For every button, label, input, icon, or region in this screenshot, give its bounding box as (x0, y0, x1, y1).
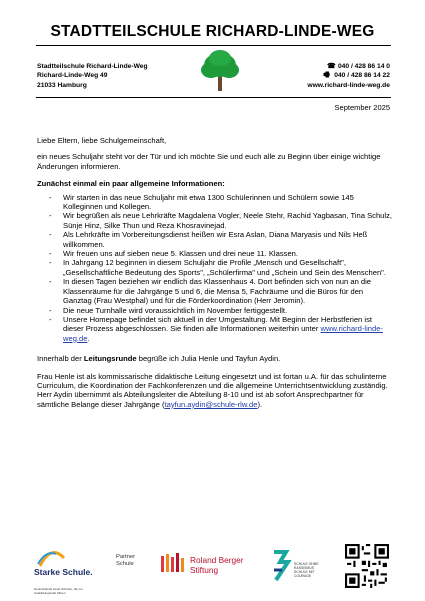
school-address (37, 62, 148, 90)
header-divider-bottom (36, 97, 391, 98)
starke-schule-logo (34, 548, 98, 595)
phone-number: 040 / 428 86 14 0 (337, 63, 390, 70)
list-item: - Wir starten in das neue Schuljahr mit etwa 1300 Schülerinnen und Schülern sowie 145 Kolleginnen und Kollegen. (37, 193, 392, 212)
roland-berger-text: Roland Berger Stiftung (190, 555, 244, 575)
starke-schule-text: Starke Schule. (34, 567, 93, 577)
tree-logo (197, 48, 243, 94)
aydin-paragraph: Herr Aydin übernimmt als Abteilungsleiter die Abteilung 8-10 und ist ab sofort Ansprechpartner für sämtliche Belange dieser Jahrgänge (tayfun.aydin@schule-rlw.de). (37, 390, 364, 409)
list-item-homepage: - Unsere Homepage befindet sich aktuell in der Umgestaltung. Mit Beginn der Herbstferien ist dieser Prozess abgeschlossen. Sie finden alle Informationen weiterhin unter www.richard-linde-weg.de. (37, 315, 392, 343)
sas-icon (272, 550, 292, 584)
list-item: - In Jahrgang 12 beginnen in diesem Schuljahr die Profile „Mensch und Gesellschaft", „Gesellschaftliche Bedeutung des Sports", „Schülerfirma" und „Schein und Sein des Menschen". (37, 258, 392, 277)
list-item: - Die neue Turnhalle wird voraussichtlich im November fertiggestellt. (37, 306, 392, 315)
phone-line (307, 62, 390, 71)
leadership-paragraph: Innerhalb der Leitungsrunde begrüße ich Julia Henle und Tayfun Aydin. (37, 354, 281, 364)
phone-icon: ☎ (326, 63, 336, 70)
address-street: Richard-Linde-Weg 49 (37, 72, 108, 80)
qr-code[interactable] (345, 544, 389, 588)
homepage-link[interactable]: www.richard-linde-weg.de (63, 324, 383, 343)
greeting: Liebe Eltern, liebe Schulgemeinschaft, (37, 136, 167, 145)
roland-berger-icon (160, 552, 188, 576)
info-subheading: Zunächst einmal ein paar allgemeine Informationen: (37, 179, 225, 189)
info-list (37, 193, 392, 344)
website-link[interactable]: www.richard-linde-weg.de (307, 81, 390, 89)
address-city: 21033 Hamburg (37, 81, 87, 89)
footer-logos (0, 536, 425, 598)
starke-schule-icon (36, 548, 66, 568)
email-link[interactable]: tayfun.aydin@schule-rlw.de (164, 399, 258, 409)
roland-berger-logo (160, 552, 252, 578)
sas-logo (272, 548, 332, 588)
list-item: - Wir begrüßen als neue Lehrkräfte Magdalena Vogler, Neele Stehr, Rachid Yagbasan, Tina Schulz, Sünje Hinz, Silke Thun und Reza Khosravinejad. (37, 211, 392, 230)
address-name: Stadtteilschule Richard-Linde-Weg (37, 63, 148, 70)
fax-icon: 🖷 (323, 72, 330, 80)
partner-schule-label: Partner Schule (116, 554, 136, 567)
letter-date: September 2025 (334, 103, 390, 112)
henle-paragraph: Frau Henle ist als kommissarische didaktische Leitung eingesetzt und ist fortan u.A. für das schulinterne Curriculum, die Koordination der Fachkonferenzen und die allgemeine Unterrichtsentwicklung zuständig. (37, 371, 388, 390)
list-item: - Als Lehrkräfte im Vorbereitungsdienst heißen wir Esra Aslan, Diana Maryasis und Nils Heß willkommen. (37, 230, 392, 249)
contact-info (307, 62, 390, 90)
fax-number: 040 / 428 86 14 22 (334, 72, 390, 80)
intro-paragraph: ein neues Schuljahr steht vor der Tür und ich möchte Sie und euch alle zu Beginn über einige wichtige Änderungen informieren. (37, 152, 381, 171)
sas-text: SCHULE OHNE RASSISMUS SCHULE MIT COURAGE (294, 562, 319, 578)
school-title: STADTTEILSCHULE RICHARD-LINDE-WEG (50, 23, 375, 40)
list-item: - Wir freuen uns auf sieben neue 5. Klassen und drei neue 11. Klassen. (37, 249, 392, 258)
letter-body (37, 136, 392, 409)
list-item: - In diesen Tagen beziehen wir endlich das Klassenhaus 4. Dort befinden sich von nun an die Klassenräume für die Jahrgänge 5 und 6, die Mensa 5, Fachräume und die Büros für den Ganztag (Frau Westphal) und für die Förderkoordination (Herr Jeromin). (37, 277, 392, 305)
header-divider-top (36, 45, 391, 46)
leadership-term: Leitungsrunde (83, 354, 137, 364)
fax-line (307, 71, 390, 80)
starke-schule-subtitle: Deutschlands beste Schulen, die zur Ausbildungsreife führen (34, 587, 83, 595)
